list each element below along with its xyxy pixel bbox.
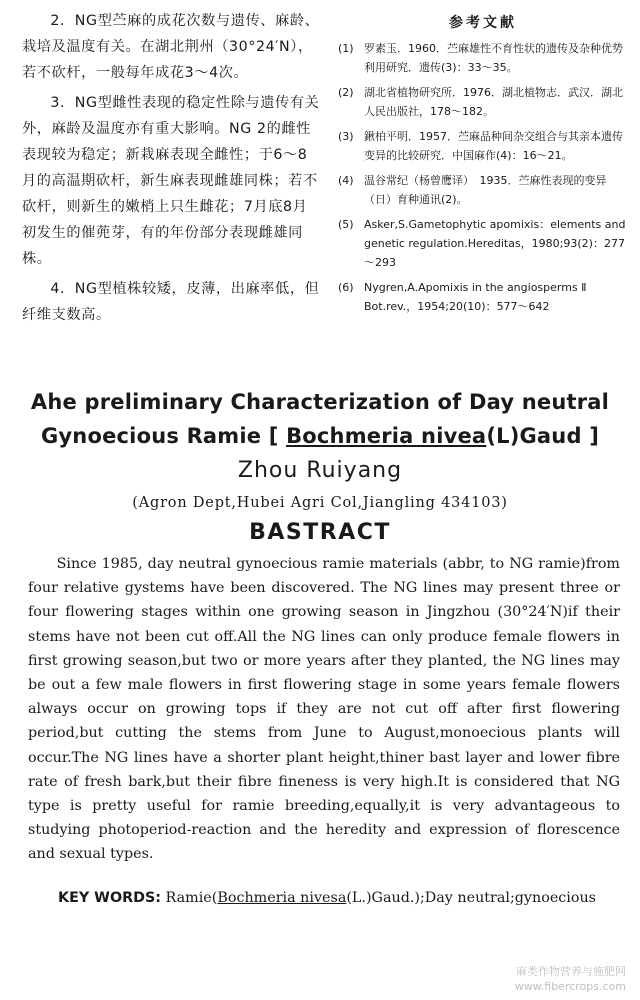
- watermark-cn: 麻类作物营养与施肥网: [516, 965, 626, 978]
- references-column: [338, 8, 628, 322]
- reference-number: (1): [338, 42, 354, 55]
- title-latin-name: Bochmeria nivea: [286, 424, 487, 448]
- conclusion-paragraph-4: 4．NG型植株较矮，皮薄，出麻率低，但纤维支数高。: [22, 281, 320, 323]
- reference-text: 湖北省植物研究所．1976．湖北植物志．武汉．湖北人民出版社，178～182。: [364, 86, 623, 118]
- author-affiliation: (Agron Dept,Hubei Agri Col,Jiangling 434103): [132, 495, 508, 511]
- conclusion-paragraph-3: 3．NG型雌性表现的稳定性除与遗传有关外，麻龄及温度亦有重大影响。NG 2的雌性表现较为稳定；新栽麻表现全雌性；于6～8月的高温期砍杆，新生麻表现雌雄同株；若不砍杆，则新生的嫩梢上只生雌花；7月底8月初发生的催蔸芽，有的年份部分表现雌雄同株。: [22, 95, 320, 267]
- title-prefix: Gynoecious Ramie [: [40, 424, 279, 448]
- abstract-body: Since 1985, day neutral gynoecious ramie materials (abbr, to NG ramie)from four relative gystems have been discovered. The NG lines may present three or four flowering stages within one growing season in Jingzhou (30°24′N)if their stems have not been cut off.All the NG lines can only produce female flowers in first growing season,but two or more years after they planted, the NG lines may be out a few male flowers in first flowering stage in some years female flowers always occur on growing tops if they are not cut off after first flowering period,but cutting the stems from June to August,monoecious plants will occur.The NG lines have a shorter plant height,thiner bast layer and lower fibre rate of fresh bark,but their fibre fineness is very high.It is considered that NG type is pretty useful for ramie breeding,equally,it is very advantageous to studying photoperiod-reaction and the heredity and expression of florescence and sexual types.: [28, 556, 620, 863]
- abstract-heading: BASTRACT: [249, 520, 391, 545]
- reference-text: Asker,S.Gametophytic apomixis：elements and genetic regulation.Hereditas，1980;93(2)：277～293: [364, 218, 626, 269]
- english-title-line-2: [0, 424, 640, 448]
- reference-number: (5): [338, 218, 354, 231]
- site-watermark: [515, 964, 626, 994]
- english-title-line-1: Ahe preliminary Characterization of Day neutral: [30, 390, 610, 414]
- reference-item: [338, 171, 628, 209]
- reference-text: 鍬柏平明．1957．苎麻品种间杂交组合与其亲本遗传变异的比较研究．中国麻作(4)：16～21。: [364, 130, 623, 162]
- keywords-label: KEY WORDS:: [58, 890, 161, 906]
- reference-number: (6): [338, 281, 354, 294]
- keywords-prefix: Ramie(: [165, 890, 218, 906]
- reference-text: Nygren,A.Apomixis in the angiosperms Ⅱ Bot.rev.，1954;20(10)：577～642: [364, 281, 587, 313]
- reference-item: [338, 39, 628, 77]
- reference-number: (2): [338, 86, 354, 99]
- watermark-url: www.fibercrops.com: [514, 980, 626, 993]
- reference-text: 罗素玉．1960．苎麻雄性不育性状的遗传及杂种优势利用研究．遗传(3)：33～35。: [364, 42, 623, 74]
- reference-item: [338, 278, 628, 316]
- reference-item: [338, 127, 628, 165]
- author-name: Zhou Ruiyang: [237, 458, 403, 483]
- reference-text: 温谷常纪（杨曾鹰译） 1935．苎麻性表现的变异（日）育种通讯(2)。: [364, 174, 607, 206]
- keywords-latin-name: Bochmeria nivesa: [217, 890, 347, 906]
- reference-number: (4): [338, 174, 354, 187]
- keywords-suffix: (L.)Gaud.);Day neutral;gynoecious: [346, 890, 597, 906]
- keywords-line: [58, 890, 628, 906]
- references-title: 参考文献: [449, 15, 517, 31]
- conclusion-paragraph-2: 2．NG型苎麻的成花次数与遗传、麻龄、栽培及温度有关。在湖北荆州（30°24′N），若不砍杆，一般每年成花3～4次。: [22, 13, 320, 81]
- reference-item: [338, 83, 628, 121]
- title-suffix: (L)Gaud ]: [486, 424, 599, 448]
- reference-item: [338, 215, 628, 272]
- reference-number: (3): [338, 130, 354, 143]
- chinese-conclusions-column: [22, 8, 322, 332]
